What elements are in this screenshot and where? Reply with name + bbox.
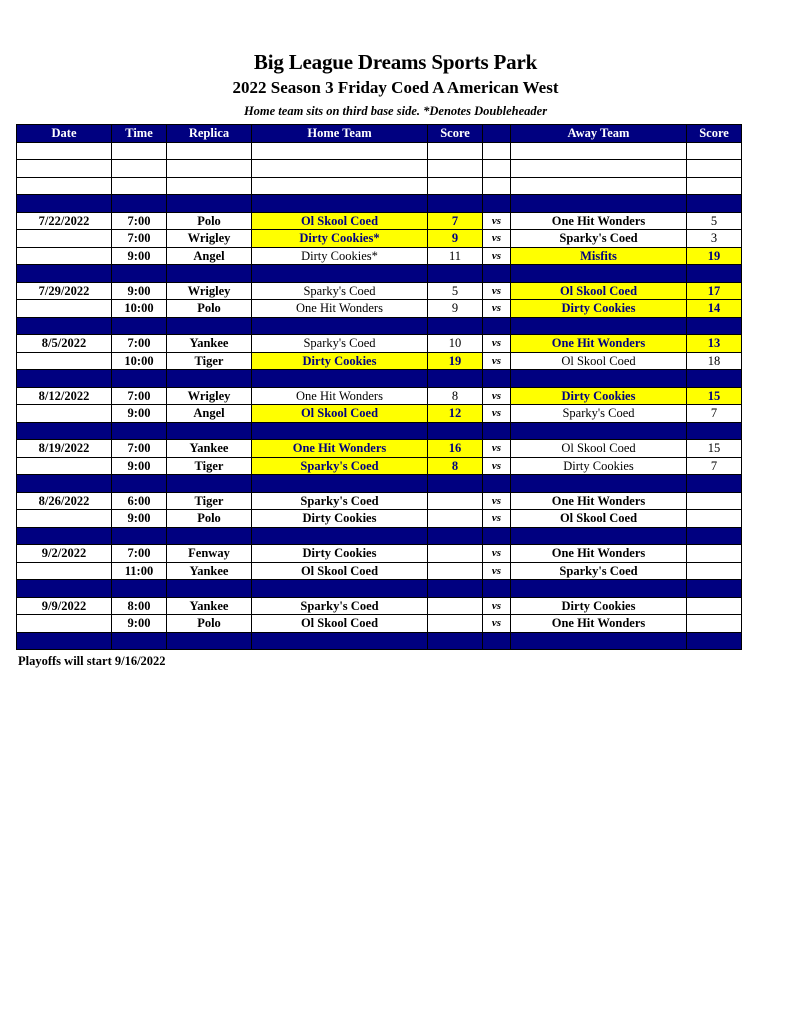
vs-cell: vs xyxy=(483,615,511,633)
empty-cell xyxy=(167,580,252,598)
home-team-cell: Dirty Cookies xyxy=(252,510,428,528)
week-separator xyxy=(17,527,742,545)
replica-cell: Yankee xyxy=(167,562,252,580)
home-team-cell: One Hit Wonders xyxy=(252,387,428,405)
empty-cell xyxy=(428,527,483,545)
time-cell: 10:00 xyxy=(112,300,167,318)
empty-cell xyxy=(252,265,428,283)
empty-cell xyxy=(17,265,112,283)
home-team-cell: Dirty Cookies xyxy=(252,352,428,370)
column-header-vs xyxy=(483,125,511,143)
week-separator xyxy=(17,195,742,213)
game-row xyxy=(17,405,742,423)
empty-cell xyxy=(252,177,428,195)
time-cell: 7:00 xyxy=(112,212,167,230)
date-cell: 8/26/2022 xyxy=(17,492,112,510)
empty-cell xyxy=(17,422,112,440)
empty-cell xyxy=(511,475,687,493)
replica-cell: Yankee xyxy=(167,335,252,353)
away-team-cell: Dirty Cookies xyxy=(511,597,687,615)
game-row xyxy=(17,457,742,475)
home-score-cell: 8 xyxy=(428,457,483,475)
game-row xyxy=(17,247,742,265)
empty-cell xyxy=(167,160,252,178)
empty-cell xyxy=(17,632,112,650)
time-cell: 11:00 xyxy=(112,562,167,580)
home-score-cell: 5 xyxy=(428,282,483,300)
empty-cell xyxy=(17,317,112,335)
home-score-cell xyxy=(428,510,483,528)
away-team-cell: One Hit Wonders xyxy=(511,212,687,230)
home-score-cell xyxy=(428,597,483,615)
empty-cell xyxy=(428,370,483,388)
date-cell xyxy=(17,615,112,633)
empty-cell xyxy=(483,265,511,283)
date-cell xyxy=(17,230,112,248)
home-score-cell: 7 xyxy=(428,212,483,230)
empty-cell xyxy=(167,475,252,493)
time-cell: 9:00 xyxy=(112,457,167,475)
empty-cell xyxy=(252,160,428,178)
vs-cell: vs xyxy=(483,300,511,318)
away-team-cell: One Hit Wonders xyxy=(511,545,687,563)
away-score-cell: 15 xyxy=(687,440,742,458)
empty-cell xyxy=(17,370,112,388)
empty-cell xyxy=(483,527,511,545)
date-cell xyxy=(17,510,112,528)
empty-cell xyxy=(17,177,112,195)
empty-cell xyxy=(112,580,167,598)
empty-cell xyxy=(167,177,252,195)
game-row xyxy=(17,562,742,580)
empty-cell xyxy=(252,632,428,650)
away-score-cell xyxy=(687,545,742,563)
empty-cell xyxy=(483,177,511,195)
vs-cell: vs xyxy=(483,545,511,563)
week-separator xyxy=(17,265,742,283)
replica-cell: Polo xyxy=(167,615,252,633)
away-score-cell: 13 xyxy=(687,335,742,353)
empty-cell xyxy=(687,370,742,388)
empty-cell xyxy=(112,422,167,440)
empty-cell xyxy=(167,142,252,160)
away-team-cell: One Hit Wonders xyxy=(511,615,687,633)
away-score-cell xyxy=(687,597,742,615)
vs-cell: vs xyxy=(483,492,511,510)
column-header-date: Date xyxy=(17,125,112,143)
date-cell xyxy=(17,247,112,265)
home-team-cell: One Hit Wonders xyxy=(252,300,428,318)
empty-cell xyxy=(112,195,167,213)
time-cell: 9:00 xyxy=(112,615,167,633)
empty-cell xyxy=(687,177,742,195)
empty-cell xyxy=(167,317,252,335)
away-score-cell xyxy=(687,615,742,633)
empty-cell xyxy=(252,195,428,213)
away-team-cell: Dirty Cookies xyxy=(511,387,687,405)
time-cell: 10:00 xyxy=(112,352,167,370)
empty-cell xyxy=(428,317,483,335)
home-team-cell: Ol Skool Coed xyxy=(252,212,428,230)
footer-note: Playoffs will start 9/16/2022 xyxy=(18,654,166,668)
empty-cell xyxy=(17,580,112,598)
home-team-cell: Dirty Cookies* xyxy=(252,247,428,265)
game-row xyxy=(17,230,742,248)
empty-cell xyxy=(17,195,112,213)
away-team-cell: Sparky's Coed xyxy=(511,405,687,423)
vs-cell: vs xyxy=(483,405,511,423)
empty-cell xyxy=(511,142,687,160)
vs-cell: vs xyxy=(483,510,511,528)
vs-cell: vs xyxy=(483,387,511,405)
empty-cell xyxy=(428,177,483,195)
blank-row xyxy=(17,177,742,195)
empty-cell xyxy=(483,632,511,650)
vs-cell: vs xyxy=(483,230,511,248)
game-row xyxy=(17,510,742,528)
empty-cell xyxy=(112,177,167,195)
empty-cell xyxy=(252,580,428,598)
date-cell xyxy=(17,300,112,318)
replica-cell: Yankee xyxy=(167,597,252,615)
vs-cell: vs xyxy=(483,562,511,580)
time-cell: 6:00 xyxy=(112,492,167,510)
date-cell: 8/12/2022 xyxy=(17,387,112,405)
empty-cell xyxy=(483,160,511,178)
home-team-cell: Dirty Cookies xyxy=(252,545,428,563)
empty-cell xyxy=(483,142,511,160)
game-row xyxy=(17,212,742,230)
blank-row xyxy=(17,160,742,178)
home-team-cell: Sparky's Coed xyxy=(252,335,428,353)
replica-cell: Angel xyxy=(167,247,252,265)
home-score-cell: 9 xyxy=(428,230,483,248)
away-team-cell: Ol Skool Coed xyxy=(511,352,687,370)
home-score-cell xyxy=(428,615,483,633)
empty-cell xyxy=(687,580,742,598)
empty-cell xyxy=(17,475,112,493)
replica-cell: Tiger xyxy=(167,457,252,475)
replica-cell: Tiger xyxy=(167,492,252,510)
date-cell xyxy=(17,352,112,370)
empty-cell xyxy=(167,527,252,545)
away-score-cell xyxy=(687,562,742,580)
empty-cell xyxy=(252,422,428,440)
vs-cell: vs xyxy=(483,335,511,353)
empty-cell xyxy=(687,422,742,440)
week-separator xyxy=(17,580,742,598)
vs-cell: vs xyxy=(483,597,511,615)
home-score-cell: 8 xyxy=(428,387,483,405)
time-cell: 9:00 xyxy=(112,282,167,300)
empty-cell xyxy=(687,160,742,178)
date-cell xyxy=(17,405,112,423)
away-team-cell: Ol Skool Coed xyxy=(511,282,687,300)
replica-cell: Wrigley xyxy=(167,282,252,300)
empty-cell xyxy=(112,632,167,650)
empty-cell xyxy=(511,177,687,195)
empty-cell xyxy=(428,475,483,493)
empty-cell xyxy=(17,160,112,178)
empty-cell xyxy=(483,475,511,493)
time-cell: 7:00 xyxy=(112,335,167,353)
replica-cell: Yankee xyxy=(167,440,252,458)
away-team-cell: Dirty Cookies xyxy=(511,300,687,318)
home-score-cell: 10 xyxy=(428,335,483,353)
week-separator xyxy=(17,370,742,388)
empty-cell xyxy=(252,370,428,388)
away-team-cell: Sparky's Coed xyxy=(511,562,687,580)
empty-cell xyxy=(167,422,252,440)
vs-cell: vs xyxy=(483,247,511,265)
home-team-cell: Sparky's Coed xyxy=(252,457,428,475)
empty-cell xyxy=(112,370,167,388)
away-score-cell: 19 xyxy=(687,247,742,265)
empty-cell xyxy=(428,632,483,650)
week-separator xyxy=(17,422,742,440)
empty-cell xyxy=(511,580,687,598)
home-team-cell: Sparky's Coed xyxy=(252,492,428,510)
empty-cell xyxy=(252,527,428,545)
home-score-cell xyxy=(428,492,483,510)
game-row xyxy=(17,597,742,615)
away-team-cell: Ol Skool Coed xyxy=(511,510,687,528)
time-cell: 7:00 xyxy=(112,440,167,458)
empty-cell xyxy=(511,370,687,388)
away-score-cell xyxy=(687,510,742,528)
home-team-cell: Ol Skool Coed xyxy=(252,562,428,580)
empty-cell xyxy=(687,317,742,335)
empty-cell xyxy=(483,195,511,213)
empty-cell xyxy=(511,632,687,650)
empty-cell xyxy=(112,317,167,335)
away-team-cell: One Hit Wonders xyxy=(511,335,687,353)
game-row xyxy=(17,282,742,300)
empty-cell xyxy=(511,265,687,283)
replica-cell: Polo xyxy=(167,300,252,318)
column-header-away-team: Away Team xyxy=(511,125,687,143)
home-score-cell: 9 xyxy=(428,300,483,318)
replica-cell: Polo xyxy=(167,510,252,528)
empty-cell xyxy=(112,527,167,545)
empty-cell xyxy=(687,265,742,283)
home-team-cell: Ol Skool Coed xyxy=(252,405,428,423)
replica-cell: Polo xyxy=(167,212,252,230)
home-score-cell: 11 xyxy=(428,247,483,265)
away-score-cell: 17 xyxy=(687,282,742,300)
away-score-cell xyxy=(687,492,742,510)
empty-cell xyxy=(511,160,687,178)
column-header-home-score: Score xyxy=(428,125,483,143)
time-cell: 7:00 xyxy=(112,230,167,248)
home-team-cell: Sparky's Coed xyxy=(252,282,428,300)
header-note: Home team sits on third base side. *Denotes Doubleheader xyxy=(243,104,548,118)
empty-cell xyxy=(428,580,483,598)
date-cell: 8/5/2022 xyxy=(17,335,112,353)
column-header-home-team: Home Team xyxy=(252,125,428,143)
column-header-away-score: Score xyxy=(687,125,742,143)
away-score-cell: 15 xyxy=(687,387,742,405)
empty-cell xyxy=(167,370,252,388)
game-row xyxy=(17,387,742,405)
away-score-cell: 7 xyxy=(687,457,742,475)
away-team-cell: Dirty Cookies xyxy=(511,457,687,475)
game-row xyxy=(17,615,742,633)
home-score-cell xyxy=(428,562,483,580)
away-score-cell: 3 xyxy=(687,230,742,248)
empty-cell xyxy=(167,195,252,213)
empty-cell xyxy=(167,265,252,283)
empty-cell xyxy=(483,317,511,335)
empty-cell xyxy=(511,422,687,440)
empty-cell xyxy=(112,265,167,283)
column-header-replica: Replica xyxy=(167,125,252,143)
replica-cell: Fenway xyxy=(167,545,252,563)
empty-cell xyxy=(687,195,742,213)
empty-cell xyxy=(252,475,428,493)
column-header-time: Time xyxy=(112,125,167,143)
time-cell: 9:00 xyxy=(112,510,167,528)
vs-cell: vs xyxy=(483,440,511,458)
replica-cell: Wrigley xyxy=(167,387,252,405)
empty-cell xyxy=(112,160,167,178)
empty-cell xyxy=(428,142,483,160)
home-score-cell: 16 xyxy=(428,440,483,458)
game-row xyxy=(17,335,742,353)
empty-cell xyxy=(687,527,742,545)
home-score-cell: 12 xyxy=(428,405,483,423)
empty-cell xyxy=(483,422,511,440)
away-score-cell: 5 xyxy=(687,212,742,230)
week-separator xyxy=(17,475,742,493)
empty-cell xyxy=(511,317,687,335)
away-team-cell: Sparky's Coed xyxy=(511,230,687,248)
empty-cell xyxy=(511,195,687,213)
date-cell: 8/19/2022 xyxy=(17,440,112,458)
date-cell xyxy=(17,562,112,580)
home-team-cell: Dirty Cookies* xyxy=(252,230,428,248)
game-row xyxy=(17,545,742,563)
empty-cell xyxy=(112,475,167,493)
date-cell xyxy=(17,457,112,475)
vs-cell: vs xyxy=(483,352,511,370)
away-score-cell: 18 xyxy=(687,352,742,370)
empty-cell xyxy=(17,142,112,160)
vs-cell: vs xyxy=(483,282,511,300)
vs-cell: vs xyxy=(483,457,511,475)
replica-cell: Tiger xyxy=(167,352,252,370)
date-cell: 7/29/2022 xyxy=(17,282,112,300)
time-cell: 9:00 xyxy=(112,405,167,423)
away-score-cell: 7 xyxy=(687,405,742,423)
empty-cell xyxy=(252,317,428,335)
date-cell: 9/9/2022 xyxy=(17,597,112,615)
home-team-cell: Ol Skool Coed xyxy=(252,615,428,633)
week-separator xyxy=(17,632,742,650)
home-score-cell: 19 xyxy=(428,352,483,370)
week-separator xyxy=(17,317,742,335)
empty-cell xyxy=(167,632,252,650)
home-score-cell xyxy=(428,545,483,563)
page-subtitle: 2022 Season 3 Friday Coed A American West xyxy=(232,78,559,97)
away-score-cell: 14 xyxy=(687,300,742,318)
time-cell: 7:00 xyxy=(112,387,167,405)
empty-cell xyxy=(252,142,428,160)
game-row xyxy=(17,352,742,370)
replica-cell: Wrigley xyxy=(167,230,252,248)
time-cell: 8:00 xyxy=(112,597,167,615)
empty-cell xyxy=(428,195,483,213)
time-cell: 9:00 xyxy=(112,247,167,265)
empty-cell xyxy=(428,160,483,178)
vs-cell: vs xyxy=(483,212,511,230)
time-cell: 7:00 xyxy=(112,545,167,563)
empty-cell xyxy=(428,265,483,283)
blank-row xyxy=(17,142,742,160)
empty-cell xyxy=(687,475,742,493)
empty-cell xyxy=(17,527,112,545)
replica-cell: Angel xyxy=(167,405,252,423)
away-team-cell: One Hit Wonders xyxy=(511,492,687,510)
empty-cell xyxy=(483,370,511,388)
home-team-cell: Sparky's Coed xyxy=(252,597,428,615)
page-title: Big League Dreams Sports Park xyxy=(253,50,538,74)
game-row xyxy=(17,300,742,318)
empty-cell xyxy=(428,422,483,440)
away-team-cell: Ol Skool Coed xyxy=(511,440,687,458)
away-team-cell: Misfits xyxy=(511,247,687,265)
empty-cell xyxy=(483,580,511,598)
date-cell: 7/22/2022 xyxy=(17,212,112,230)
game-row xyxy=(17,440,742,458)
game-row xyxy=(17,492,742,510)
table-header-row xyxy=(17,125,742,143)
schedule-table xyxy=(16,124,742,650)
empty-cell xyxy=(511,527,687,545)
empty-cell xyxy=(112,142,167,160)
empty-cell xyxy=(687,632,742,650)
empty-cell xyxy=(687,142,742,160)
schedule-body xyxy=(17,142,742,650)
date-cell: 9/2/2022 xyxy=(17,545,112,563)
home-team-cell: One Hit Wonders xyxy=(252,440,428,458)
